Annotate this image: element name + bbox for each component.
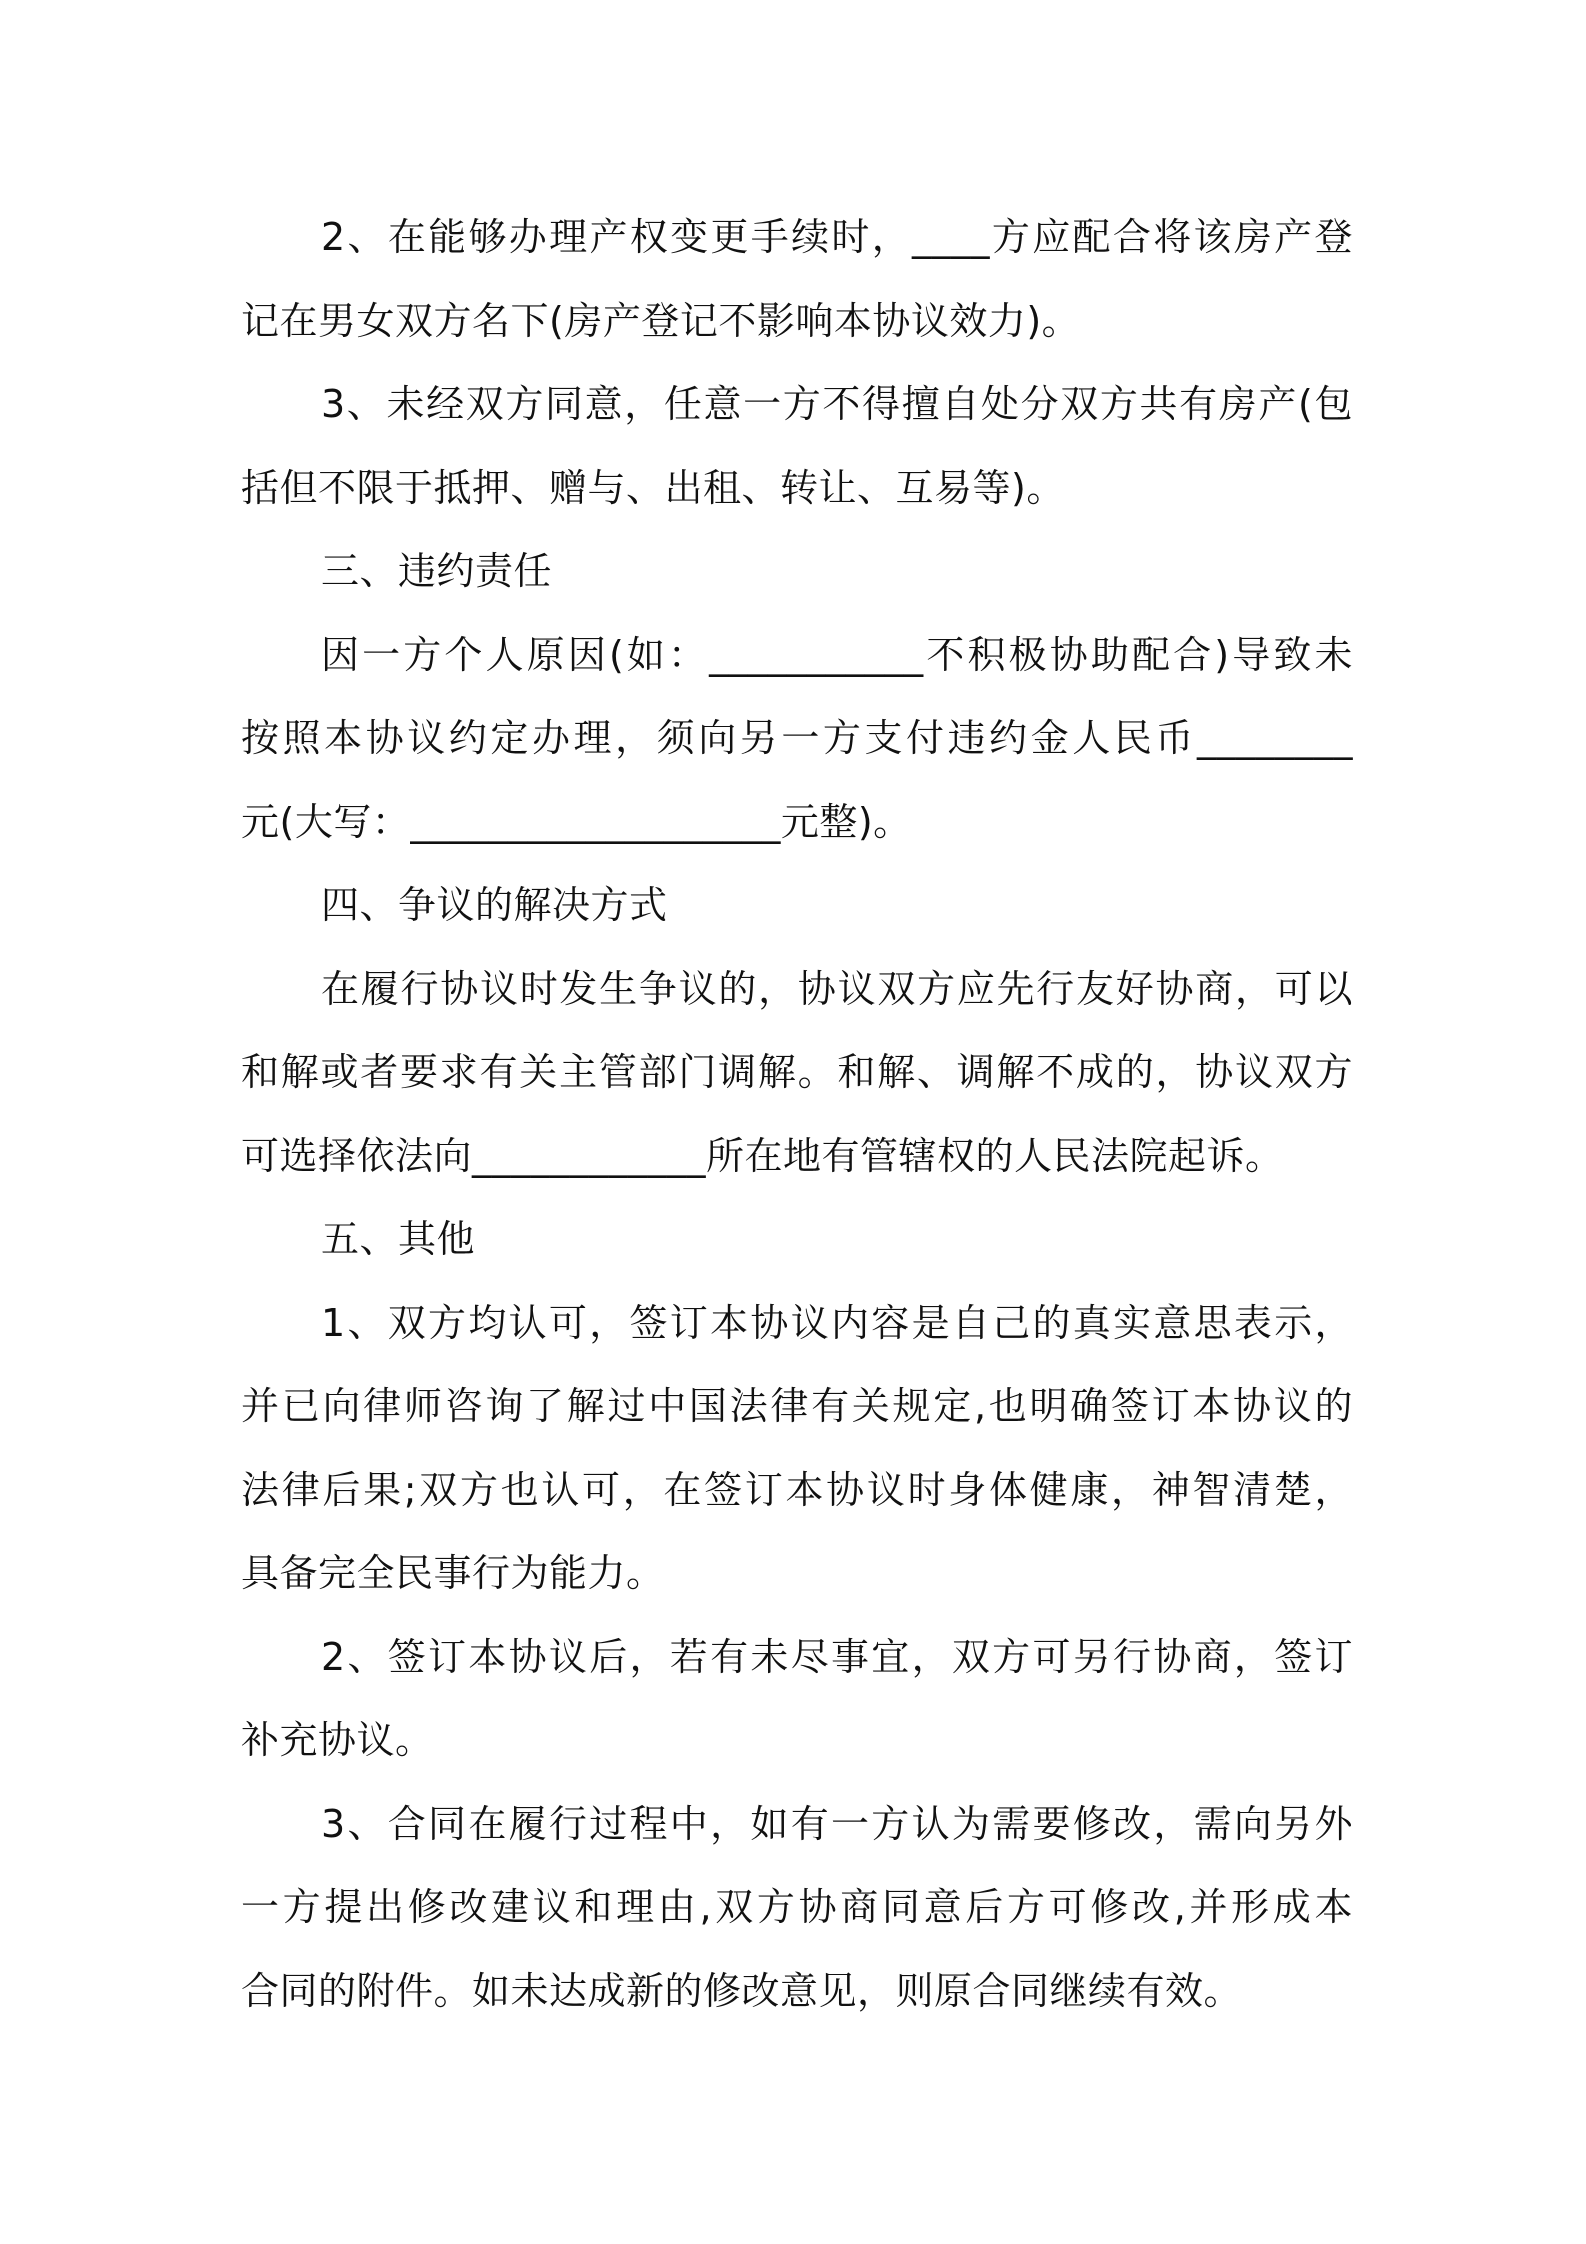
document-line: 按照本协议约定办理，须向另一方支付违约金人民币________: [241, 716, 1353, 760]
document-line: 五、其他: [321, 1217, 476, 1261]
document-line: 一方提出修改建议和理由,双方协商同意后方可修改,并形成本: [241, 1885, 1353, 1929]
document-page: [241, 196, 1353, 2033]
document-line: 三、违约责任: [321, 549, 553, 593]
document-line: 3、合同在履行过程中，如有一方认为需要修改，需向另外: [321, 1801, 1353, 1846]
document-line: 括但不限于抵押、赠与、出租、转让、互易等)。: [241, 465, 1065, 510]
document-line: 2、在能够办理产权变更手续时，____方应配合将该房产登: [321, 215, 1353, 259]
document-line: 记在男女双方名下(房产登记不影响本协议效力)。: [241, 298, 1081, 343]
document-line: 法律后果;双方也认可，在签订本协议时身体健康，神智清楚，: [241, 1467, 1353, 1512]
document-line: 四、争议的解决方式: [321, 883, 668, 927]
document-line: 1、双方均认可，签订本协议内容是自己的真实意思表示，: [321, 1300, 1353, 1345]
document-line: 合同的附件。如未达成新的修改意见，则原合同继续有效。: [241, 1968, 1243, 2013]
document-line: 具备完全民事行为能力。: [241, 1551, 665, 1595]
document-line: 因一方个人原因(如：___________不积极协助配合)导致未: [321, 632, 1353, 677]
document-line: 3、未经双方同意，任意一方不得擅自处分双方共有房产(包: [321, 382, 1353, 426]
document-line: 补充协议。: [241, 1718, 434, 1762]
document-line: 元(大写：___________________元整)。: [241, 799, 912, 844]
document-line: 2、签订本协议后，若有未尽事宜，双方可另行协商，签订: [321, 1634, 1353, 1679]
document-line: 和解或者要求有关主管部门调解。和解、调解不成的，协议双方: [241, 1050, 1353, 1094]
document-line: 并已向律师咨询了解过中国法律有关规定,也明确签订本协议的: [241, 1384, 1353, 1428]
document-line: 可选择依法向____________所在地有管辖权的人民法院起诉。: [241, 1133, 1284, 1178]
document-line: 在履行协议时发生争议的，协议双方应先行友好协商，可以: [321, 966, 1353, 1011]
